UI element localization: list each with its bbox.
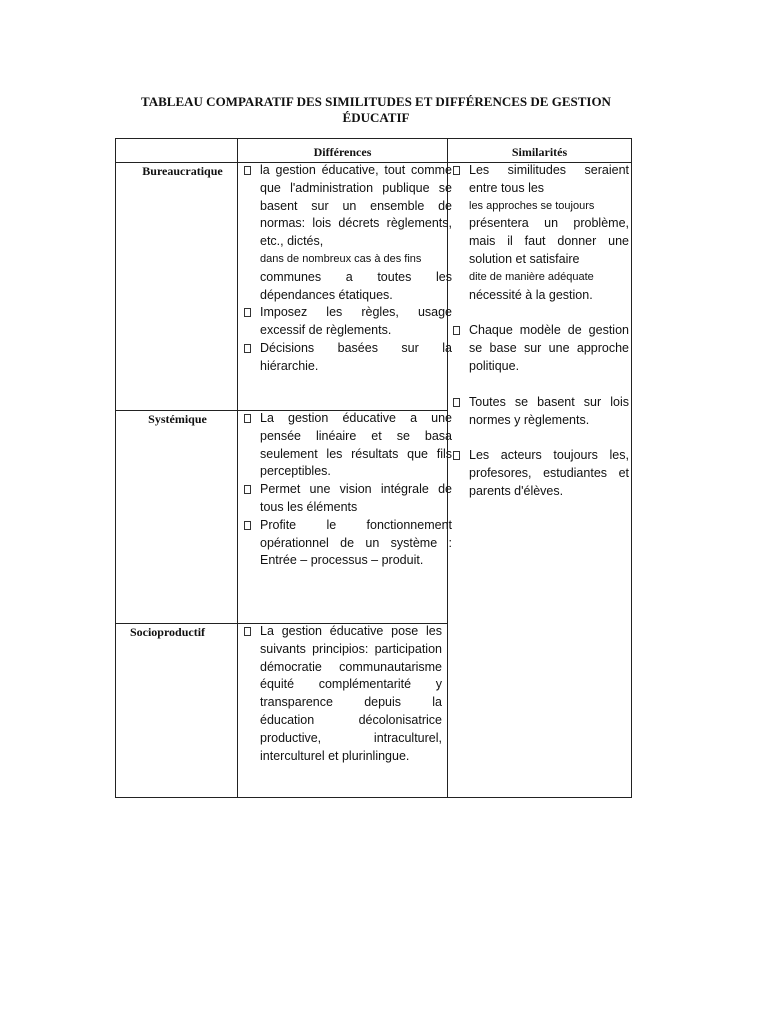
row-label-bureaucratique: Bureaucratique	[142, 164, 223, 178]
document-title	[120, 94, 632, 126]
bureaucratique-differences	[240, 162, 452, 376]
list-item: La gestion éducative a une pensée linéaire et se basa seulement les résultats que fils perceptibles.	[240, 410, 452, 481]
bullet-icon	[244, 485, 251, 494]
list-item: Permet une vision intégrale de tous les éléments	[240, 481, 452, 517]
list-item: les approches se toujours	[469, 199, 595, 212]
header-similarities: Similarités	[511, 145, 568, 159]
column-divider-1	[237, 139, 238, 797]
list-item: Profite le fonctionnement opérationnel de un système : Entrée – processus – produit.	[240, 517, 452, 570]
list-item: la gestion éducative, tout comme que l'administration publique se basent sur un ensemble de normas: lois décrets règlements, etc., dictés,	[240, 162, 452, 251]
bullet-icon	[244, 627, 251, 636]
row-label-socioproductif: Socioproductif	[129, 625, 206, 639]
row-label-systemique: Systémique	[148, 412, 207, 426]
title-line-1: TABLEAU COMPARATIF DES SIMILITUDES ET DIFFÉRENCES DE GESTION	[141, 94, 611, 109]
bullet-icon	[244, 521, 251, 530]
list-item: Les similitudes seraient entre tous les	[449, 162, 629, 198]
list-item: nécessité à la gestion.	[469, 287, 593, 302]
similarities-column	[449, 162, 629, 501]
bullet-icon	[453, 326, 460, 335]
list-item: communes a toutes les dépendances étatiques.	[260, 269, 452, 302]
list-item: Décisions basées sur la hiérarchie.	[240, 340, 452, 376]
bullet-icon	[244, 166, 251, 175]
list-item: dans de nombreux cas à des fins	[260, 252, 422, 265]
bullet-icon	[453, 166, 460, 175]
bullet-icon	[453, 398, 460, 407]
list-item: dite de manière adéquate	[469, 270, 594, 283]
bullet-icon	[453, 451, 460, 460]
bullet-icon	[244, 414, 251, 423]
list-item: Imposez les règles, usage excessif de règlements.	[240, 304, 452, 340]
bullet-icon	[244, 344, 251, 353]
socioproductif-differences	[240, 623, 442, 765]
list-item: Chaque modèle de gestion se base sur une approche politique.	[449, 322, 629, 375]
header-differences: Différences	[313, 145, 372, 159]
bullet-icon	[244, 308, 251, 317]
comparison-table	[115, 138, 632, 798]
list-item: Les acteurs toujours les, profesores, estudiantes et parents d'élèves.	[449, 447, 629, 500]
list-item: présentera un problème, mais il faut donner une solution et satisfaire	[469, 216, 629, 266]
list-item: La gestion éducative pose les suivants principios: participation démocratie communautarisme équité complémentarité y transparence depuis la éducation décolonisatrice productive, intraculturel, interculturel et plurinlingue.	[240, 623, 442, 765]
title-line-2: ÉDUCATIF	[342, 110, 410, 125]
systemique-differences	[240, 410, 452, 570]
list-item: Toutes se basent sur lois normes y règlements.	[449, 394, 629, 430]
